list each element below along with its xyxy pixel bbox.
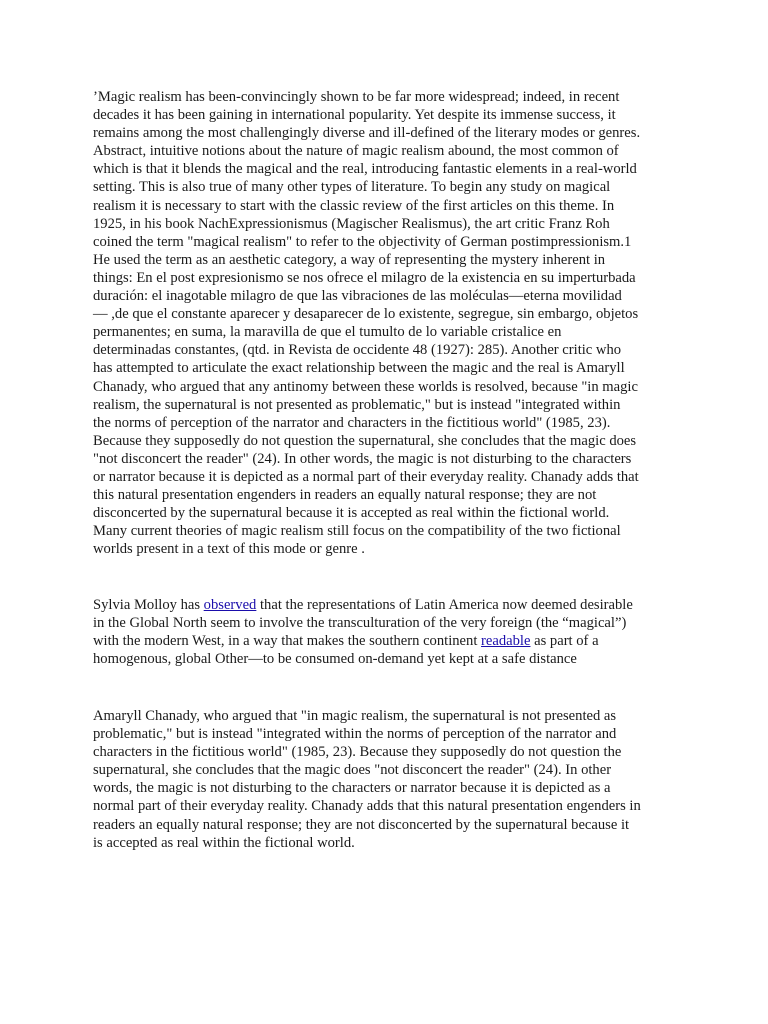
paragraph-sylvia-molloy — [93, 596, 683, 668]
observed-link[interactable]: observed — [203, 597, 257, 613]
paragraph-text-segment: Sylvia Molloy has — [93, 597, 204, 613]
paragraph-amaryll-chanady: Amaryll Chanady, who argued that "in magic realism, the supernatural is not presented as problematic," but is instead "integrated within the norms of perception of the narrator and characters in the fictitious world" (1985, 23). Because they supposedly do not question the supernatural, she concludes that the magic does "not disconcert the reader" (24). In other words, the magic is not disturbing to the characters or narrator because it is depicted as a normal part of their everyday reality. Chanady adds that this natural presentation engenders in readers an equally natural response; they are not disconcerted by the supernatural because it is accepted as real within the fictional world. — [93, 708, 641, 851]
paragraph-text-segment: as part of a homogenous, global Other—to be consumed on-demand yet kept at a safe distance — [93, 633, 599, 668]
paragraph-text-segment: that the representations of Latin America now deemed desirable in the Global North seem to involve the transculturation of the very foreign (the “magical”) with the modern West, in a way that makes the southern continent — [93, 597, 633, 650]
paragraph-magic-realism-intro: ’Magic realism has been-convincingly shown to be far more widespread; indeed, in recent decades it has been gaining in international popularity. Yet despite its immense success, it remains among the most challengingly diverse and ill-defined of the literary modes or genres. Abstract, intuitive notions about the nature of magic realism abound, the most common of which is that it blends the magical and the real, introducing fantastic elements in a real-world setting. This is also true of many other types of literature. To begin any study on magical realism it is necessary to start with the classic review of the first articles on this theme. In 1925, in his book NachExpressionismus (Magischer Realismus), the art critic Franz Roh coined the term "magical realism" to refer to the objectivity of German postimpressionism.1 He used the term as an aesthetic category, a way of representing the mystery inherent in things: En el post expresionismo se nos ofrece el milagro de la existencia en su imperturbada duración: el inagotable milagro de que las vibraciones de las moléculas—eterna movilidad — ,de que el constante aparecer y desaparecer de lo existente, segregue, sin embargo, objetos permanentes; en suma, la maravilla de que el tumulto de lo variable cristalice en determinadas constantes, (qtd. in Revista de occidente 48 (1927): 285). Another critic who has attempted to articulate the exact relationship between the magic and the real is Amaryll Chanady, who argued that any antinomy between these worlds is resolved, because "in magic realism, the supernatural is not presented as problematic," but is instead "integrated within the norms of perception of the narrator and characters in the fictitious world" (1985, 23). Because they supposedly do not question the supernatural, she concludes that the magic does "not disconcert the reader" (24). In other words, the magic is not disturbing to the characters or narrator because it is depicted as a normal part of their everyday reality. Chanady adds that this natural presentation engenders in readers an equally natural response; they are not disconcerted by the supernatural because it is accepted as real within the fictional world. Many current theories of magic realism still focus on the compatibility of the two fictional worlds present in a text of this mode or genre . — [93, 89, 641, 558]
readable-link[interactable]: readable — [481, 633, 531, 650]
